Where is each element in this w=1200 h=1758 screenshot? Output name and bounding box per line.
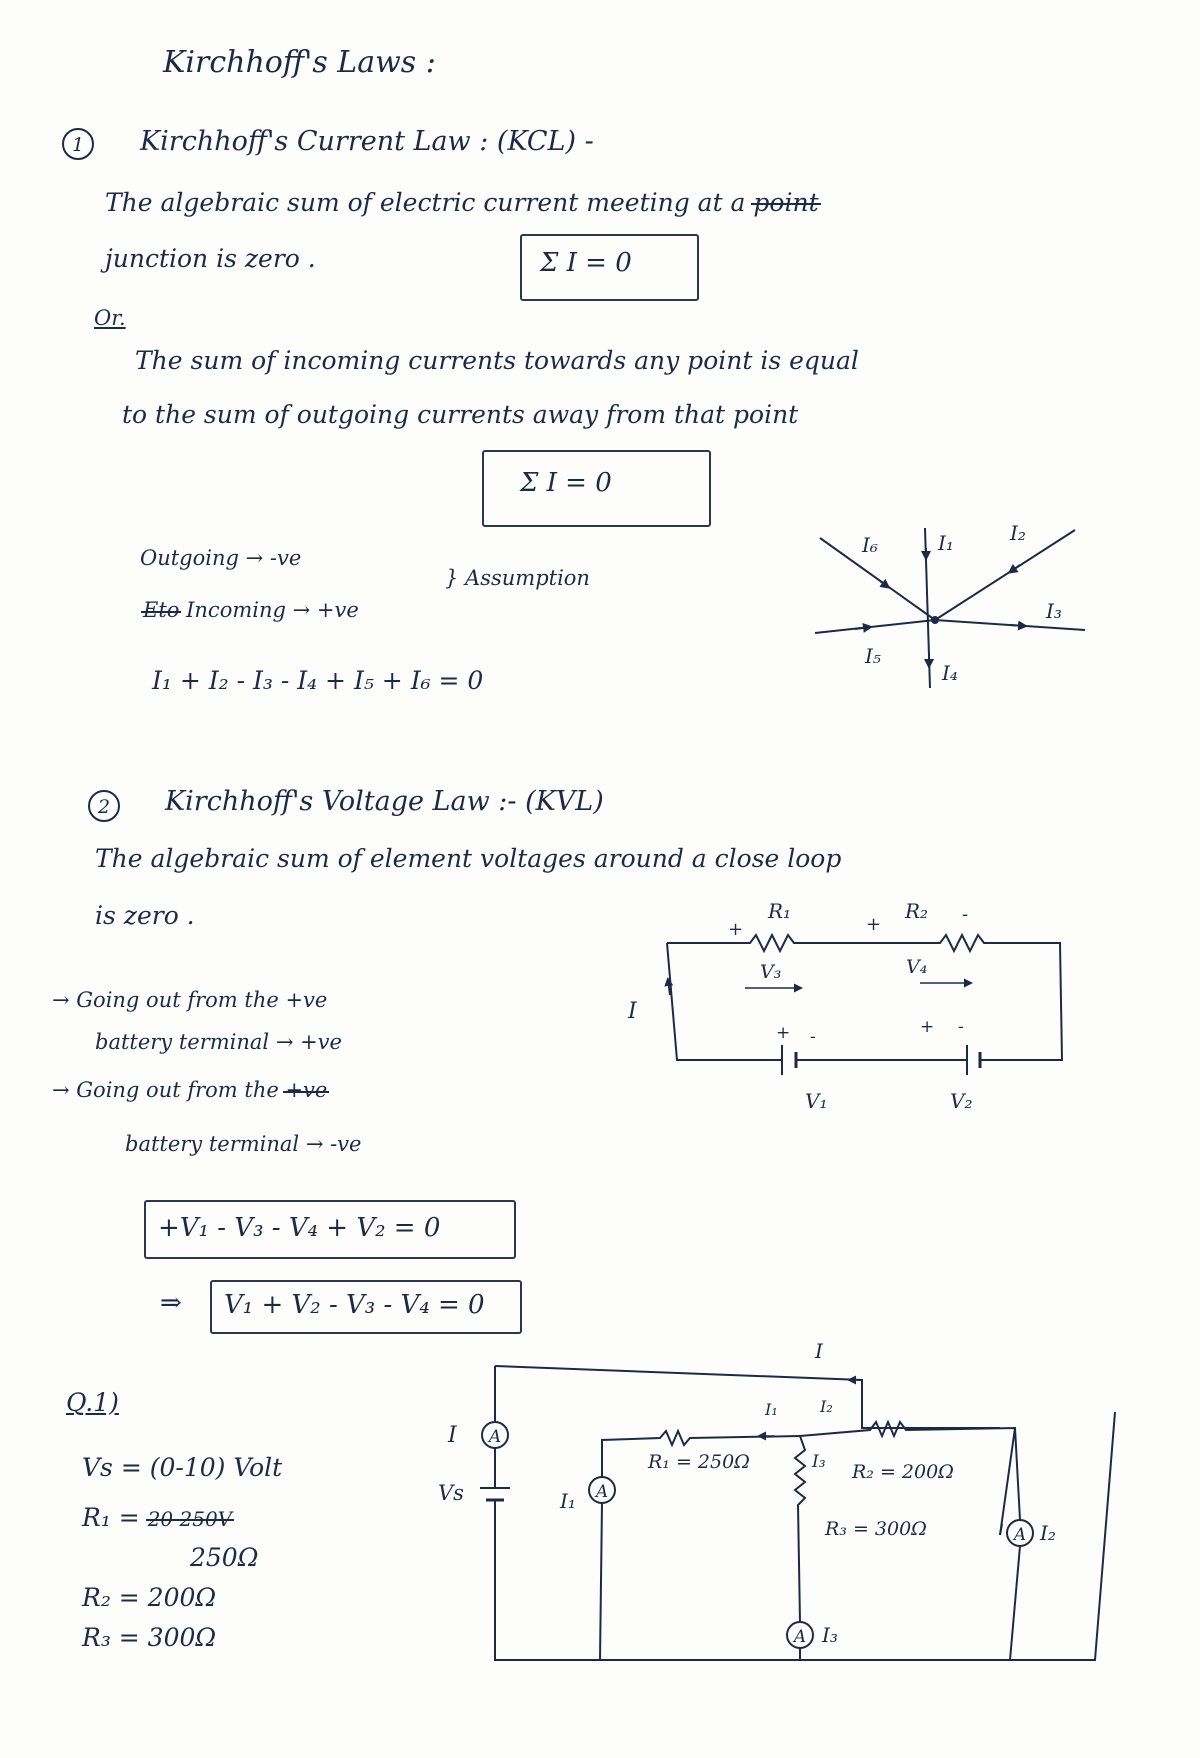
label-v2: V₂ (950, 1089, 973, 1113)
label-i-top: I (815, 1339, 823, 1363)
label-i5: I₅ (865, 644, 881, 668)
kvl-implies: ⇒ (160, 1288, 182, 1318)
kvl-equation-2: V₁ + V₂ - V₃ - V₄ = 0 (224, 1290, 485, 1320)
label-r1: R₁ (768, 899, 792, 923)
kvl-rule-1a: → Going out from the +ve (52, 988, 328, 1012)
label-r1: R₁ = 250Ω (648, 1451, 750, 1473)
wire-branch-i1 (600, 1503, 602, 1660)
kcl-number: 1 (71, 134, 85, 156)
kcl-alt-line1: The sum of incoming currents towards any point is equal (135, 346, 859, 375)
label-v1-minus: - (810, 1027, 816, 1047)
kcl-equation-2: Σ I = 0 (520, 468, 612, 498)
kcl-definition-line2: junction is zero . (105, 244, 316, 273)
label-i1: I₁ (560, 1489, 576, 1513)
kcl-definition-text: The algebraic sum of electric current meeting at a (105, 188, 746, 217)
label-i1: I₁ (938, 531, 954, 555)
label-i3: I₃ (1046, 599, 1062, 623)
kvl-equation-1: +V₁ - V₃ - V₄ + V₂ = 0 (158, 1213, 441, 1243)
label-i1-top: I₁ (765, 1400, 778, 1419)
kvl-rule-2a-struck: +ve (285, 1078, 328, 1102)
kcl-struck-word: point (753, 188, 819, 217)
question-label: Q.1) (66, 1388, 119, 1417)
kvl-rule-2a (52, 1080, 327, 1101)
given-r2: R₂ = 200Ω (82, 1583, 217, 1612)
ammeter-i3-label: A (793, 1627, 807, 1647)
label-v3: V₃ (760, 961, 782, 983)
label-v2-minus: - (958, 1017, 964, 1037)
label-v1-plus: + (776, 1023, 791, 1043)
label-r2: R₂ (905, 899, 929, 923)
label-r2-minus: - (962, 904, 969, 925)
ammeter-i1-label: A (595, 1482, 609, 1502)
label-r3: R₃ = 300Ω (825, 1518, 927, 1540)
label-r2-plus: + (866, 914, 882, 935)
kcl-definition-line1 (105, 190, 819, 215)
label-current: I (628, 999, 637, 1024)
kcl-alt-line2: to the sum of outgoing currents away from that point (122, 400, 799, 429)
resistor-r3 (795, 1436, 805, 1622)
kvl-loop-wire (667, 935, 1062, 1060)
wire-i5 (815, 620, 935, 633)
label-r2: R₂ = 200Ω (852, 1461, 954, 1483)
kvl-loop-circuit (620, 880, 1100, 1120)
junction-node (931, 616, 939, 624)
kvl-definition-line2: is zero . (95, 901, 195, 930)
label-i2-top: I₂ (820, 1397, 833, 1416)
kcl-junction-diagram (810, 518, 1110, 708)
label-v4: V₄ (906, 956, 928, 978)
kvl-number: 2 (97, 796, 111, 818)
label-vs: Vs (438, 1481, 464, 1505)
label-i4: I₄ (942, 661, 958, 685)
kcl-junction-equation: I₁ + I₂ - I₃ - I₄ + I₅ + I₆ = 0 (152, 666, 484, 695)
given-r1-value: 250Ω (190, 1543, 259, 1572)
kcl-equation-1: Σ I = 0 (540, 248, 632, 278)
kvl-number-circle (84, 786, 124, 826)
label-i6: I₆ (862, 533, 878, 557)
label-i2: I₂ (1010, 521, 1026, 545)
page-title: Kirchhoff's Laws : (163, 45, 436, 80)
label-v1: V₁ (805, 1089, 828, 1113)
assumption-incoming: Incoming → +ve (186, 598, 359, 622)
assumption-label: } Assumption (445, 566, 590, 590)
label-i-left: I (448, 1423, 457, 1448)
label-i2-right: I₂ (1040, 1521, 1056, 1545)
kvl-definition-line1: The algebraic sum of element voltages around a close loop (95, 844, 842, 873)
assumption-struck-word: Eto (143, 598, 180, 622)
label-r1-plus: + (728, 919, 744, 940)
given-vs: Vs = (0-10) Volt (82, 1453, 283, 1482)
kcl-or-label: Or. (94, 306, 126, 330)
given-r3: R₃ = 300Ω (82, 1623, 217, 1652)
kcl-number-circle (58, 124, 98, 164)
assumption-outgoing: Outgoing → -ve (140, 546, 302, 570)
kvl-heading: Kirchhoff's Voltage Law :- (KVL) (165, 786, 604, 817)
ammeter-i-label: A (488, 1427, 502, 1447)
assumption-incoming-line (143, 600, 359, 621)
kvl-rule-2a-text: → Going out from the (52, 1078, 279, 1102)
label-v2-plus: + (920, 1017, 935, 1037)
given-r1-struck: 20 250V (147, 1507, 233, 1531)
ammeter-i2-label: A (1013, 1525, 1027, 1545)
given-r1-line (82, 1505, 232, 1530)
given-r1-prefix: R₁ = (82, 1503, 140, 1532)
kcl-heading: Kirchhoff's Current Law : (KCL) - (140, 126, 594, 157)
q1-circuit (420, 1340, 1200, 1680)
label-i3-mid: I₃ (812, 1452, 826, 1472)
wire-top (495, 1366, 1000, 1428)
label-i3-bottom: I₃ (822, 1623, 838, 1647)
kvl-rule-2b: battery terminal → -ve (125, 1132, 362, 1156)
kvl-rule-1b: battery terminal → +ve (95, 1030, 342, 1054)
